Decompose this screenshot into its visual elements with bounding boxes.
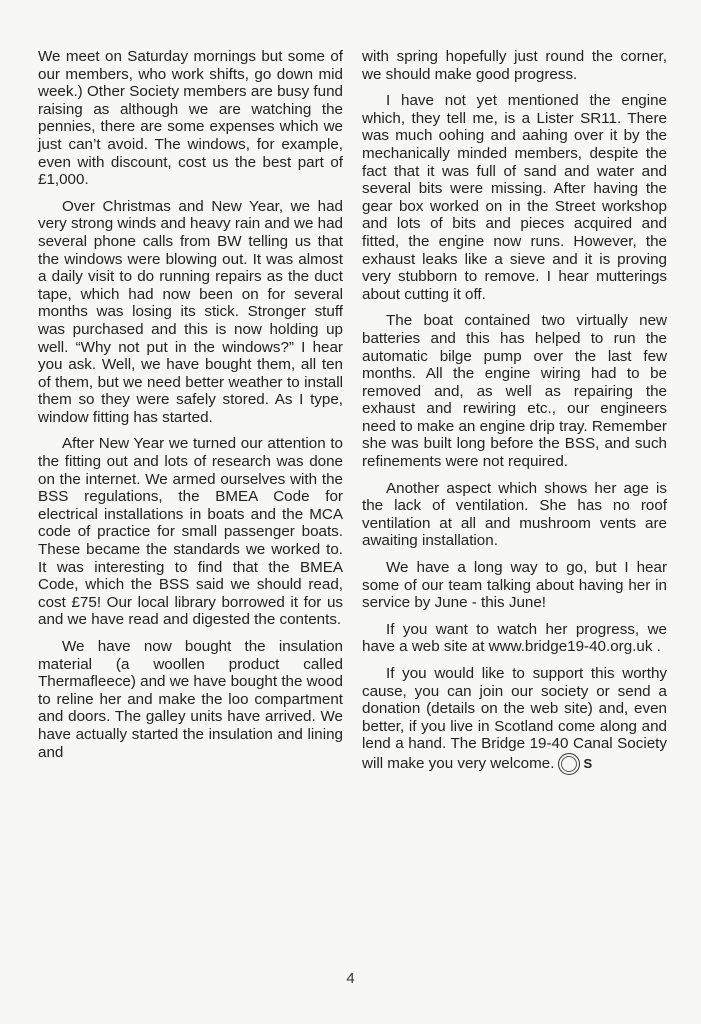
right-column xyxy=(362,48,667,784)
left-column xyxy=(38,48,343,770)
paragraph: with spring hopefully just round the corner, we should make good progress. xyxy=(362,48,667,83)
paragraph: We have a long way to go, but I hear some of our team talking about having her in service by June - this June! xyxy=(362,559,667,612)
paragraph: If you want to watch her progress, we have a web site at www.bridge19-40.org.uk . xyxy=(362,620,667,656)
closing-paragraph xyxy=(362,665,667,775)
page-number: 4 xyxy=(346,970,355,987)
paragraph: After New Year we turned our attention to the fitting out and lots of research was done on the internet. We armed ourselves with the BSS regulations, the BMEA Code for electrical installations in boats and the MCA code of practice for small passenger boats. These became the standards we worked to. It was interesting to find that the BMEA Code, which the BSS said we should read, cost £75! Our local library borrowed it for us and we have read and digested the contents. xyxy=(38,435,343,629)
paragraph: I have not yet mentioned the engine which, they tell me, is a Lister SR11. There was much oohing and aahing over it by the mechanically minded members, despite the fact that it was full of sand and water and several bits were missing. After having the gear box worked on in the Street workshop and lots of bits and pieces acquired and fitted, the engine now runs. However, the exhaust leaks like a sieve and it is proving very stubborn to remove. I hear mutterings about cutting it off. xyxy=(362,92,667,303)
paragraph: Another aspect which shows her age is the lack of ventilation. She has no roof ventilation at all and mushroom vents are awaiting installation. xyxy=(362,479,667,550)
paragraph: The boat contained two virtually new batteries and this has helped to run the automatic bilge pump over the last few months. All the engine wiring had to be removed and, as well as repairing the exhaust and rewiring etc., our engineers need to make an engine drip tray. Remember she was built long before the BSS, and such refinements were not required. xyxy=(362,312,667,471)
closing-text: If you would like to support this worthy cause, you can join our society or send a donation (details on the web site) and, even better, if you live in Scotland come along and lend a hand. The Bridge 19-40 Canal Society will make you very welcome. xyxy=(362,665,667,772)
paragraph: We meet on Saturday mornings but some of our members, who work shifts, go down mid week.) Other Society members are busy fund raising as although we are watching the pennies, there are some expenses which we just can’t avoid. The windows, for example, even with discount, cost us the best part of £1,000. xyxy=(38,48,343,189)
paragraph: We have now bought the insulation material (a woollen product called Thermafleece) and we have bought the wood to reline her and make the loo compartment and doors. The galley units have arrived. We have actually started the insulation and lining and xyxy=(38,638,343,761)
paragraph: Over Christmas and New Year, we had very strong winds and heavy rain and we had several phone calls from BW telling us that the windows were blowing out. It was almost a daily visit to do running repairs as the duct tape, which had now been on for several months was losing its stick. Stronger stuff was purchased and this is now holding up well. “Why not put in the windows?” I hear you ask. Well, we have bought them, all ten of them, but we need better weather to install them so they were safely stored. As I type, window fitting has started. xyxy=(38,197,343,426)
society-logo-icon: S xyxy=(558,753,580,775)
